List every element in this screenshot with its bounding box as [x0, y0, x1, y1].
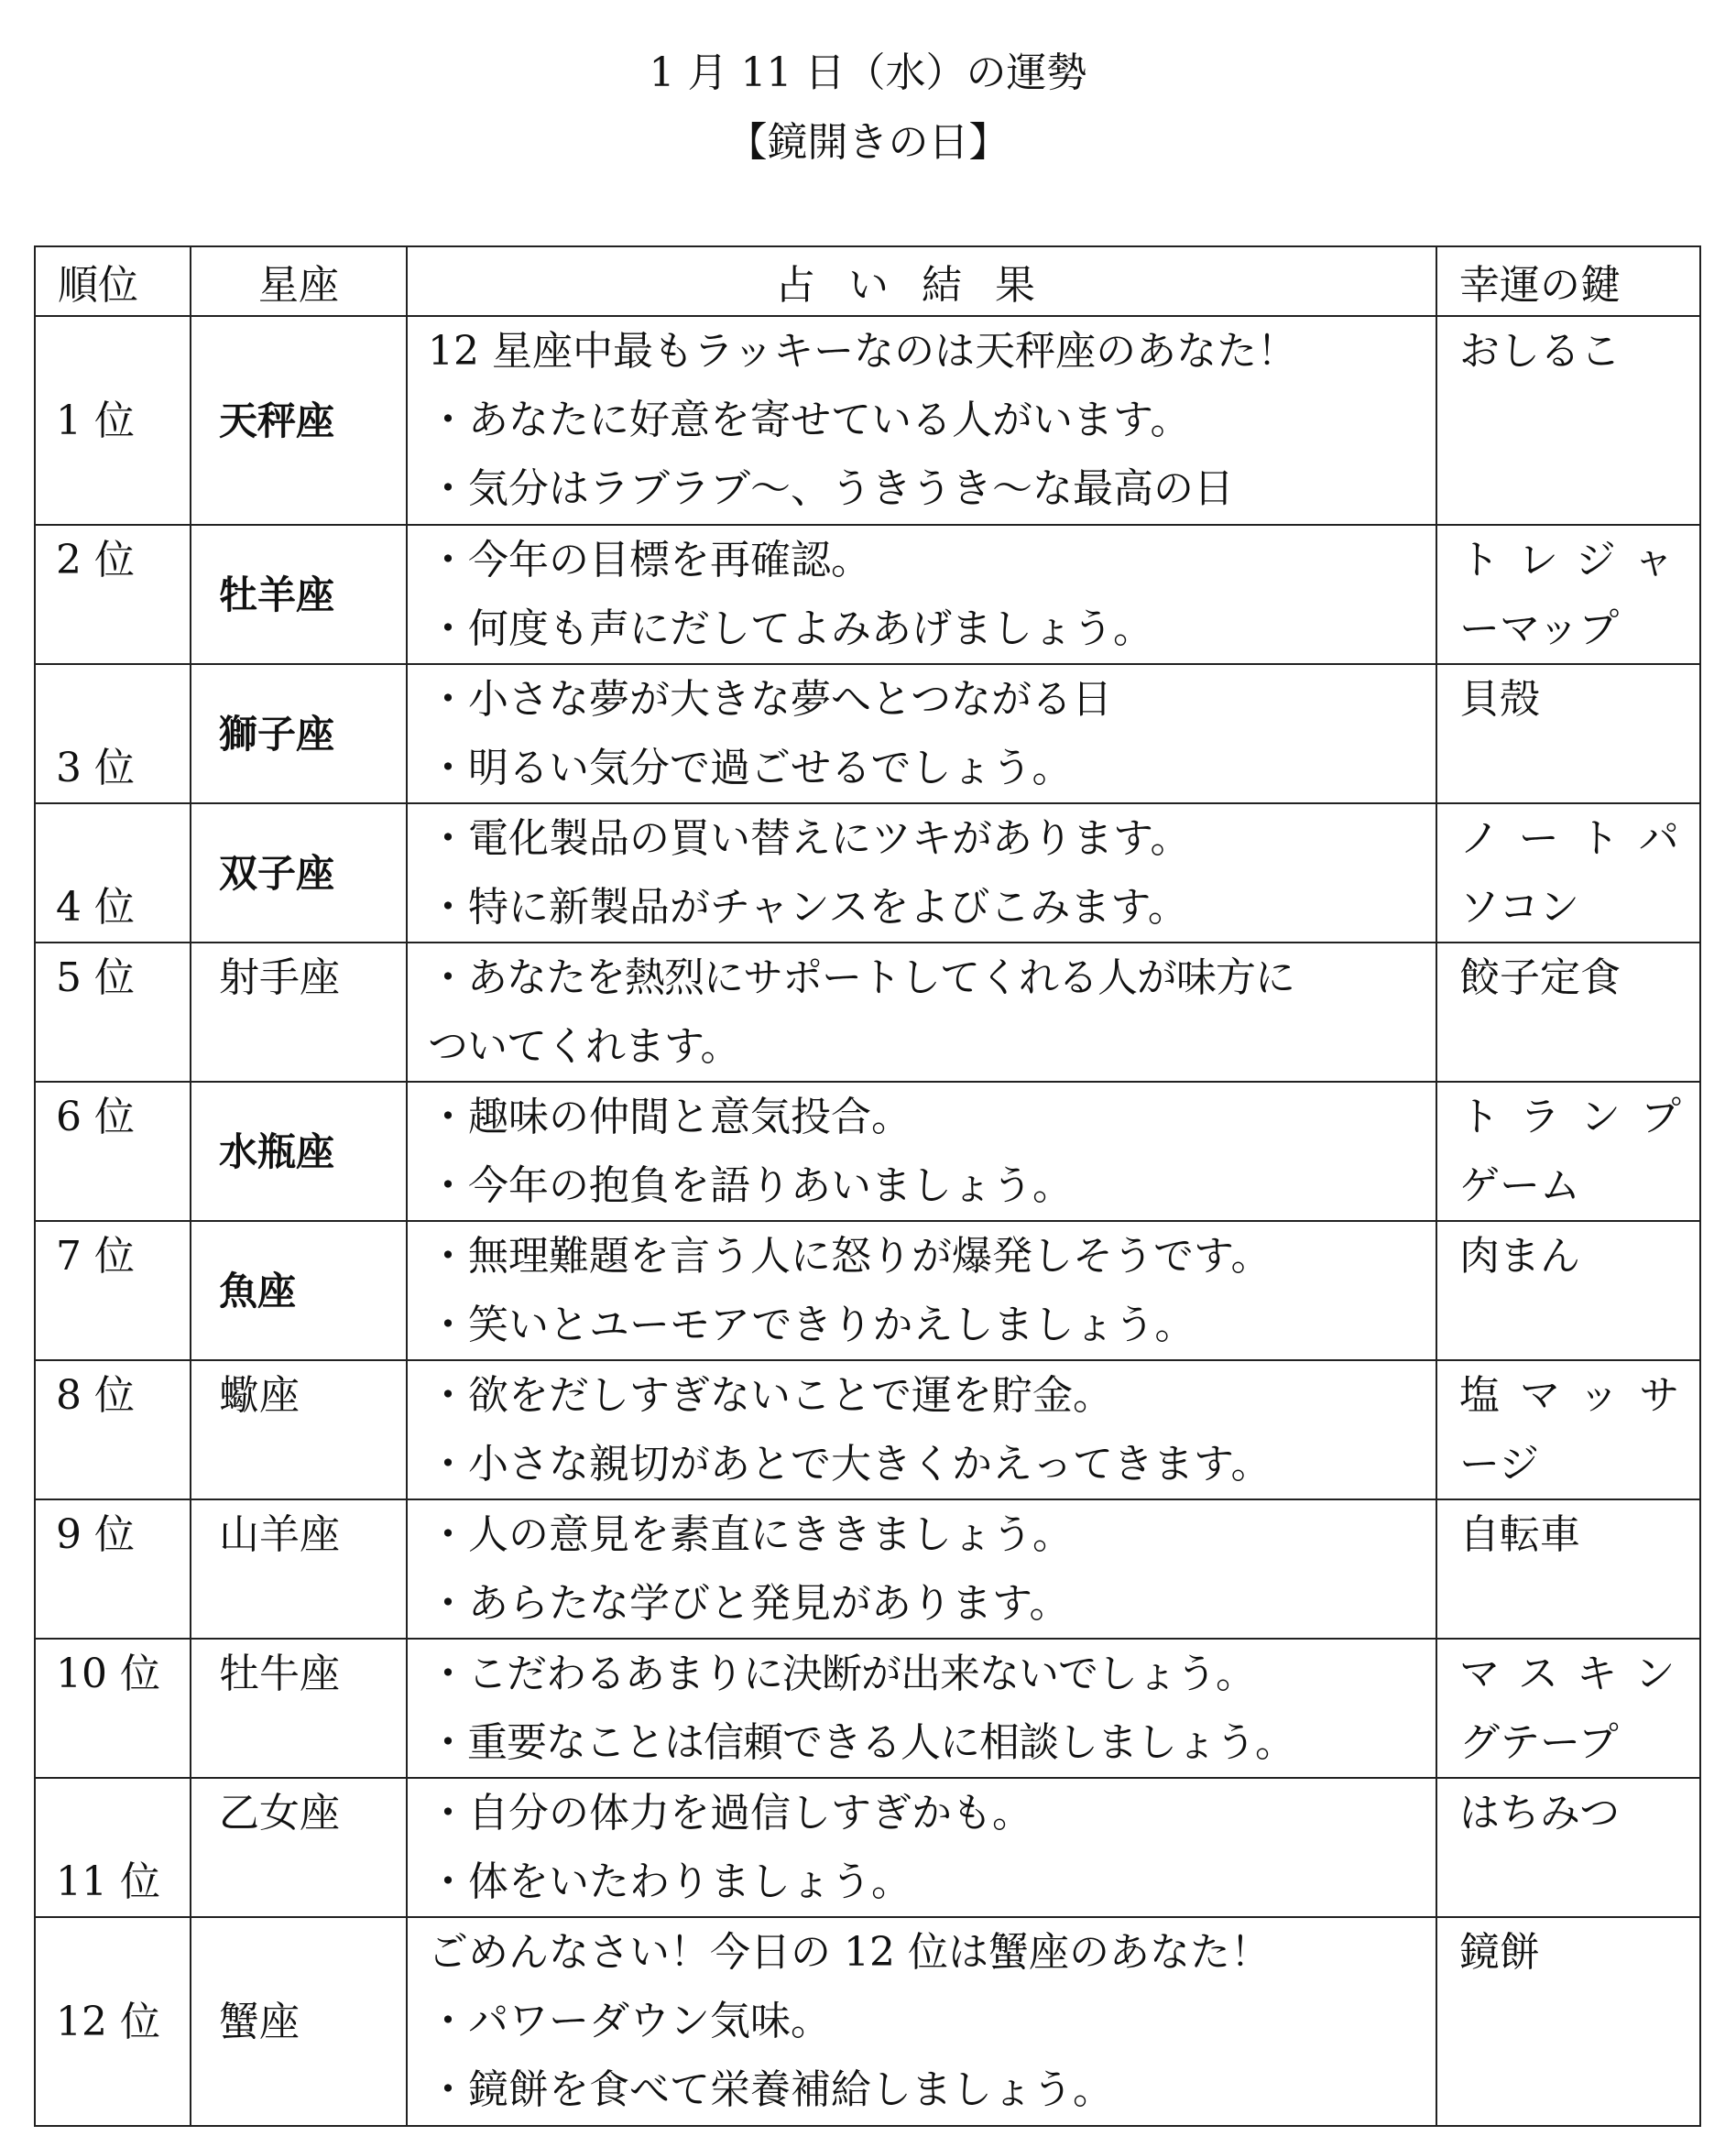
key-cell	[1436, 1499, 1700, 1639]
table-row	[35, 1360, 1700, 1499]
sign-cell: 獅子座	[191, 664, 407, 803]
sign-cell: 天秤座	[191, 316, 407, 525]
result-line: ・欲をだしすぎないことで運を貯金。	[428, 1372, 1113, 1419]
table-header-row	[35, 246, 1700, 316]
key-line: ノートパ	[1459, 815, 1699, 862]
rank-cell: 2 位	[35, 525, 191, 664]
rank-cell: 10 位	[35, 1639, 191, 1778]
key-line: 自転車	[1459, 1511, 1580, 1558]
result-line: ・今年の抱負を語りあいましょう。	[428, 1162, 1073, 1209]
result-line: ・特に新製品がチャンスをよびこみます。	[428, 884, 1188, 931]
table-row	[35, 1639, 1700, 1778]
result-line: ついてくれます。	[428, 1023, 740, 1070]
result-cell	[407, 1917, 1436, 2126]
table-row	[35, 1778, 1700, 1917]
sign-cell: 牡羊座	[191, 525, 407, 664]
result-line: ・小さな親切があとで大きくかえってきます。	[428, 1441, 1272, 1488]
result-cell	[407, 1082, 1436, 1221]
result-line: ・気分はラブラブ～、うきうき～な最高の日	[428, 465, 1234, 512]
result-line: ・笑いとユーモアできりかえしましょう。	[428, 1302, 1196, 1348]
result-cell	[407, 803, 1436, 943]
result-line: 12 星座中最もラッキーなのは天秤座のあなた！	[428, 328, 1298, 375]
fortune-table	[34, 245, 1701, 2127]
table-row	[35, 943, 1700, 1082]
rank-cell: 3 位	[35, 664, 191, 803]
key-cell	[1436, 1639, 1700, 1778]
result-line: ・自分の体力を過信しすぎかも。	[428, 1790, 1032, 1836]
key-cell	[1436, 1082, 1700, 1221]
result-cell	[407, 943, 1436, 1082]
rank-cell: 6 位	[35, 1082, 191, 1221]
table-row	[35, 1221, 1700, 1360]
key-cell	[1436, 1221, 1700, 1360]
result-cell	[407, 1639, 1436, 1778]
key-line: 肉まん	[1459, 1233, 1580, 1280]
sign-cell: 双子座	[191, 803, 407, 943]
sign-cell: 魚座	[191, 1221, 407, 1360]
rank-cell: 1 位	[35, 316, 191, 525]
sign-cell: 牡牛座	[191, 1639, 407, 1778]
result-line: ・あらたな学びと発見があります。	[428, 1580, 1070, 1627]
key-line: トランプ	[1459, 1094, 1701, 1140]
result-line: ・何度も声にだしてよみあげましょう。	[428, 605, 1153, 652]
key-line: グテープ	[1459, 1719, 1619, 1766]
result-line: ・小さな夢が大きな夢へとつながる日	[428, 676, 1113, 723]
table-row	[35, 1082, 1700, 1221]
result-line: ・人の意見を素直にききましょう。	[428, 1511, 1073, 1558]
result-line: ・重要なことは信頼できる人に相談しましょう。	[428, 1719, 1294, 1766]
header-rank: 順位	[35, 246, 191, 316]
header-key: 幸運の鍵	[1436, 246, 1700, 316]
result-line: ・パワーダウン気味。	[428, 1998, 831, 2044]
result-cell	[407, 316, 1436, 525]
rank-cell: 12 位	[35, 1917, 191, 2126]
result-line: ・電化製品の買い替えにツキがあります。	[428, 815, 1191, 862]
table-row	[35, 664, 1700, 803]
key-line: ージ	[1459, 1441, 1540, 1488]
key-line: マスキン	[1459, 1651, 1694, 1697]
sign-cell: 山羊座	[191, 1499, 407, 1639]
key-cell	[1436, 316, 1700, 525]
key-line: 餃子定食	[1459, 954, 1621, 1001]
header-sign: 星座	[191, 246, 407, 316]
rank-cell: 7 位	[35, 1221, 191, 1360]
key-line: 貝殻	[1459, 676, 1540, 723]
rank-cell: 4 位	[35, 803, 191, 943]
result-cell	[407, 1499, 1436, 1639]
key-cell	[1436, 1917, 1700, 2126]
sign-cell: 蟹座	[191, 1917, 407, 2126]
page-subtitle: 【鏡開きの日】	[726, 119, 1010, 166]
rank-cell: 5 位	[35, 943, 191, 1082]
result-cell	[407, 525, 1436, 664]
sign-cell: 射手座	[191, 943, 407, 1082]
result-line: ごめんなさい！今日の 12 位は蟹座のあなた！	[428, 1929, 1271, 1976]
key-line: 鏡餅	[1459, 1929, 1540, 1976]
result-line: ・体をいたわりましょう。	[428, 1858, 912, 1905]
sign-cell: 乙女座	[191, 1778, 407, 1917]
rank-cell: 11 位	[35, 1778, 191, 1917]
result-line: ・こだわるあまりに決断が出来ないでしょう。	[428, 1651, 1255, 1697]
rank-cell: 8 位	[35, 1360, 191, 1499]
result-line: ・今年の目標を再確認。	[428, 537, 871, 583]
result-line: ・明るい気分で過ごせるでしょう。	[428, 745, 1073, 791]
table-row	[35, 1499, 1700, 1639]
table-row	[35, 316, 1700, 525]
result-line: ・あなたを熱烈にサポートしてくれる人が味方に	[428, 954, 1294, 1001]
sign-cell: 蠍座	[191, 1360, 407, 1499]
key-line: ソコン	[1459, 884, 1580, 931]
header-result: 占い結果	[407, 246, 1436, 316]
result-line: ・趣味の仲間と意気投合。	[428, 1094, 912, 1140]
key-line: 塩マッサ	[1459, 1372, 1700, 1419]
table-row	[35, 525, 1700, 664]
key-cell	[1436, 525, 1700, 664]
key-line: おしるこ	[1459, 328, 1621, 375]
result-cell	[407, 1221, 1436, 1360]
result-line: ・あなたに好意を寄せている人がいます。	[428, 397, 1191, 443]
sign-cell: 水瓶座	[191, 1082, 407, 1221]
key-cell	[1436, 1778, 1700, 1917]
table-row	[35, 1917, 1700, 2126]
result-line: ・鏡餅を食べて栄養補給しましょう。	[428, 2066, 1113, 2113]
table-row	[35, 803, 1700, 943]
key-cell	[1436, 664, 1700, 803]
rank-cell: 9 位	[35, 1499, 191, 1639]
result-cell	[407, 1360, 1436, 1499]
key-cell	[1436, 803, 1700, 943]
table-body	[35, 316, 1700, 2126]
key-line: はちみつ	[1459, 1790, 1621, 1836]
key-cell	[1436, 943, 1700, 1082]
result-cell	[407, 1778, 1436, 1917]
page-title: 1 月 11 日（水）の運勢	[649, 49, 1087, 96]
key-line: トレジャ	[1459, 537, 1693, 583]
result-cell	[407, 664, 1436, 803]
result-line: ・無理難題を言う人に怒りが爆発しそうです。	[428, 1233, 1272, 1280]
key-line: ーマップ	[1459, 605, 1620, 652]
key-cell	[1436, 1360, 1700, 1499]
key-line: ゲーム	[1459, 1162, 1580, 1209]
